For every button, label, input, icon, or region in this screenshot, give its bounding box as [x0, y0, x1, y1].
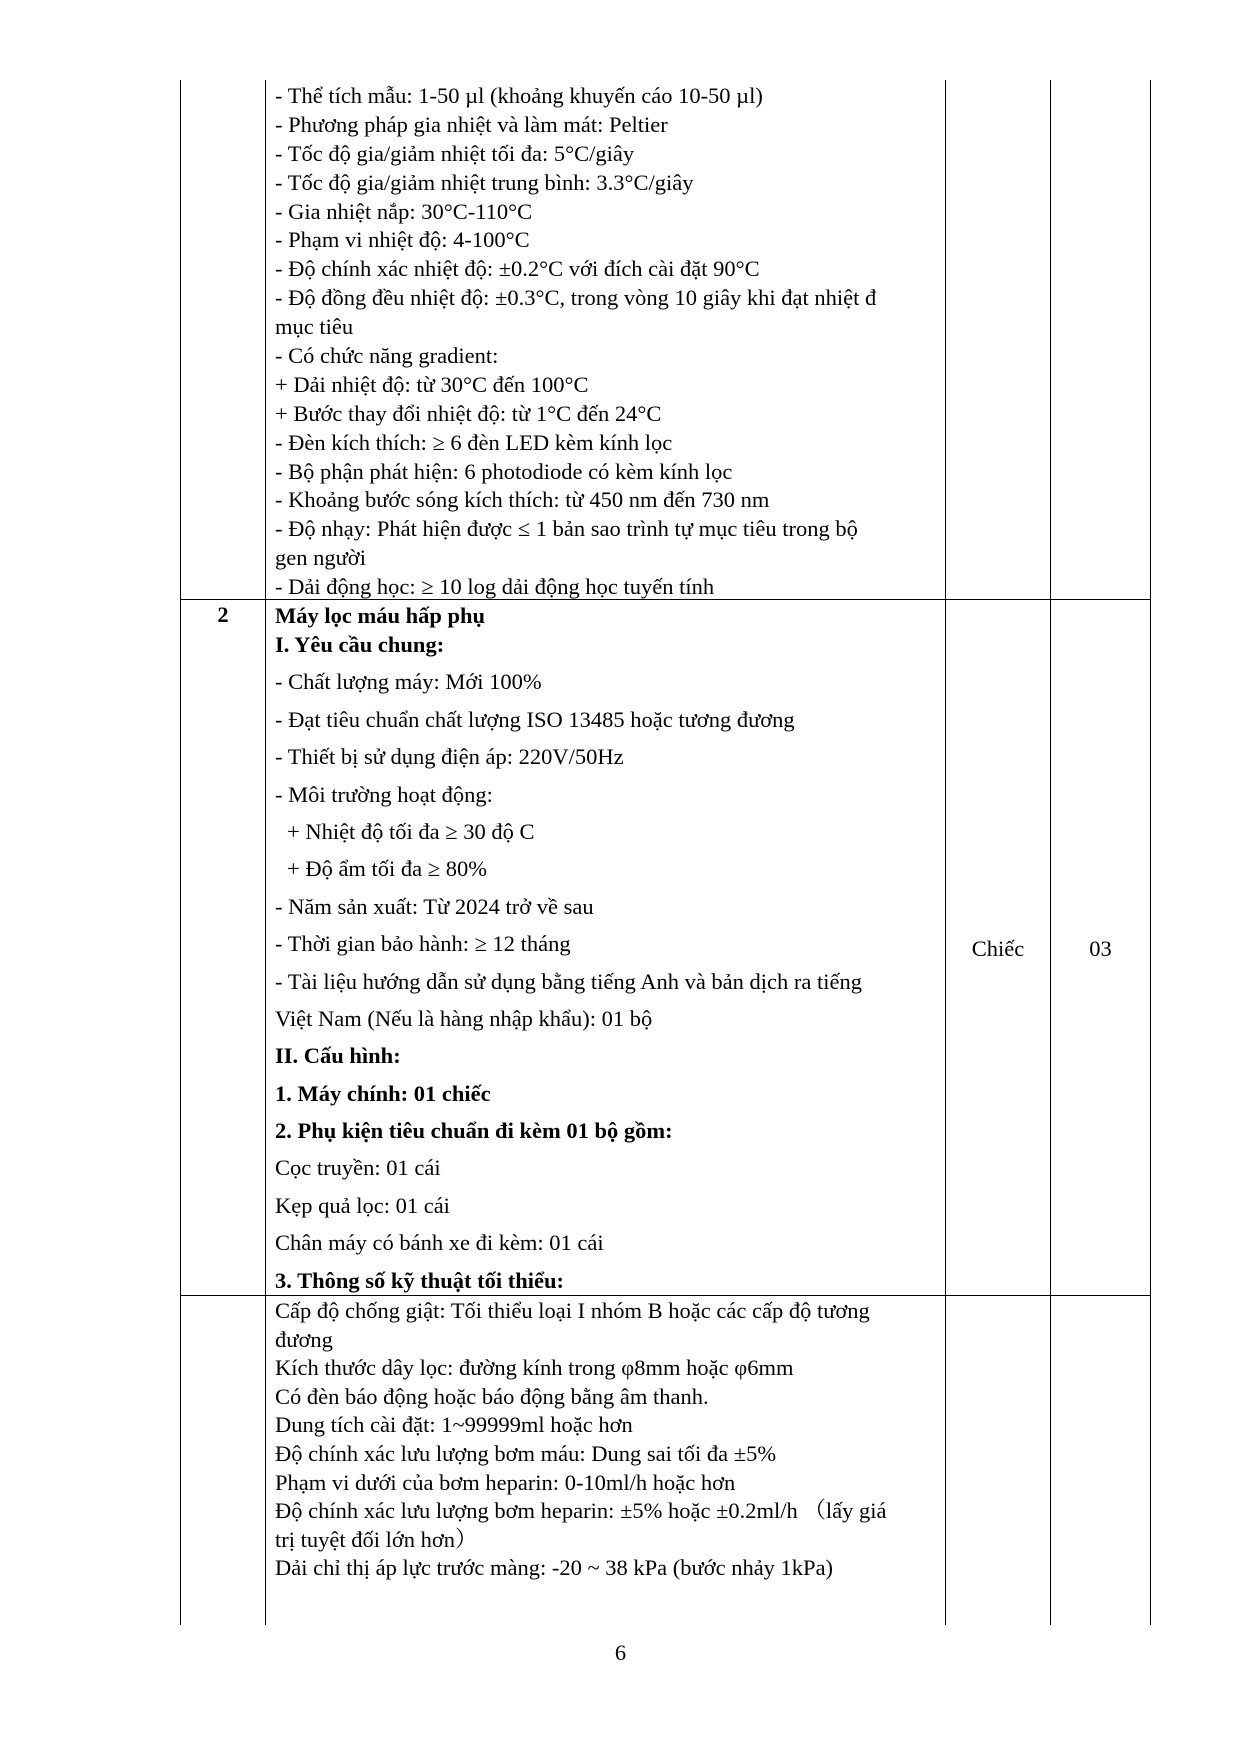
spec-line: - Thể tích mẫu: 1-50 µl (khoảng khuyến cáo 10-50 µl): [275, 83, 763, 108]
spec-line: - Chất lượng máy: Mới 100%: [275, 669, 542, 695]
spec-line: Dải chỉ thị áp lực trước màng: -20 ~ 38 kPa (bước nhảy 1kPa): [275, 1555, 834, 1581]
section-heading: II. Cấu hình:: [275, 1043, 401, 1069]
spec-line: - Gia nhiệt nắp: 30°C-110°C: [275, 198, 533, 224]
table-border-right: [1150, 80, 1151, 1625]
spec-line: Độ chính xác lưu lượng bơm heparin: ±5% hoặc ±0.2ml/h （lấy giá: [275, 1498, 887, 1524]
spec-line: - Độ đồng đều nhiệt độ: ±0.3°C, trong vòng 10 giây khi đạt nhiệt đ: [275, 285, 877, 311]
table-column-divider-number: [265, 80, 266, 1625]
spec-line: Phạm vi dưới của bơm heparin: 0-10ml/h hoặc hơn: [275, 1469, 736, 1495]
table-border-left: [180, 80, 181, 1625]
spec-line: mục tiêu: [275, 314, 354, 340]
spec-line: - Độ nhạy: Phát hiện được ≤ 1 bản sao trình tự mục tiêu trong bộ: [275, 516, 858, 542]
spec-line: - Độ chính xác nhiệt độ: ±0.2°C với đích cài đặt 90°C: [275, 256, 760, 282]
spec-line: - Tốc độ gia/giảm nhiệt tối đa: 5°C/giây: [275, 140, 635, 166]
spec-line: - Có chức năng gradient:: [275, 343, 499, 369]
spec-line: - Năm sản xuất: Từ 2024 trở về sau: [275, 893, 594, 919]
spec-line: Cọc truyền: 01 cái: [275, 1155, 441, 1181]
section-heading: I. Yêu cầu chung:: [275, 632, 445, 657]
spec-line: Kẹp quả lọc: 01 cái: [275, 1192, 450, 1218]
spec-line: - Tài liệu hướng dẫn sử dụng bằng tiếng Anh và bản dịch ra tiếng: [275, 968, 862, 994]
row2-quantity: 03: [1089, 936, 1112, 961]
spec-line: - Môi trường hoạt động:: [275, 781, 493, 807]
spec-line: + Bước thay đổi nhiệt độ: từ 1°C đến 24°C: [275, 400, 662, 426]
spec-line: + Nhiệt độ tối đa ≥ 30 độ C: [287, 818, 535, 844]
spec-line: + Dải nhiệt độ: từ 30°C đến 100°C: [275, 371, 589, 397]
row2-item-number: 2: [217, 602, 229, 627]
spec-line: + Độ ẩm tối đa ≥ 80%: [287, 856, 488, 882]
spec-line: Kích thước dây lọc: đường kính trong φ8mm hoặc φ6mm: [275, 1355, 794, 1381]
spec-line: Có đèn báo động hoặc báo động bằng âm thanh.: [275, 1383, 709, 1409]
spec-line: gen người: [275, 545, 366, 571]
row2-item-title: Máy lọc máu hấp phụ: [275, 603, 486, 628]
spec-line: - Đạt tiêu chuẩn chất lượng ISO 13485 hoặc tương đương: [275, 706, 795, 732]
spec-line: - Dải động học: ≥ 10 log dải động học tuyến tính: [275, 574, 715, 600]
spec-line: Việt Nam (Nếu là hàng nhập khẩu): 01 bộ: [275, 1005, 653, 1031]
spec-line: - Thiết bị sử dụng điện áp: 220V/50Hz: [275, 744, 624, 770]
spec-line: - Đèn kích thích: ≥ 6 đèn LED kèm kính lọc: [275, 429, 673, 455]
spec-line: - Khoảng bước sóng kích thích: từ 450 nm đến 730 nm: [275, 487, 770, 513]
spec-line: Dung tích cài đặt: 1~99999ml hoặc hơn: [275, 1412, 633, 1438]
spec-line: Độ chính xác lưu lượng bơm máu: Dung sai tối đa ±5%: [275, 1440, 777, 1466]
section-heading: 1. Máy chính: 01 chiếc: [275, 1080, 491, 1106]
row2-spec-text: [275, 626, 945, 1299]
spec-line: - Thời gian bảo hành: ≥ 12 tháng: [275, 931, 571, 957]
section-heading: 2. Phụ kiện tiêu chuẩn đi kèm 01 bộ gồm:: [275, 1118, 673, 1144]
spec-line: - Phạm vi nhiệt độ: 4-100°C: [275, 227, 530, 253]
spec-line: - Phương pháp gia nhiệt và làm mát: Peltier: [275, 111, 668, 137]
spec-line: đương: [275, 1326, 333, 1352]
section-heading: 3. Thông số kỹ thuật tối thiểu:: [275, 1267, 565, 1293]
spec-line: trị tuyệt đối lớn hơn）: [275, 1526, 478, 1552]
spec-line: - Bộ phận phát hiện: 6 photodiode có kèm kính lọc: [275, 458, 733, 484]
page-number: 6: [614, 1640, 627, 1665]
table-column-divider-unit: [1050, 80, 1051, 1625]
spec-line: Chân máy có bánh xe đi kèm: 01 cái: [275, 1230, 604, 1256]
row3-spec-text: [275, 1297, 945, 1583]
row1-spec-text: [275, 82, 945, 602]
row2-unit: Chiếc: [971, 936, 1025, 961]
spec-line: - Tốc độ gia/giảm nhiệt trung bình: 3.3°C/giây: [275, 169, 694, 195]
spec-line: Cấp độ chống giật: Tối thiểu loại I nhóm B hoặc các cấp độ tương: [275, 1298, 870, 1323]
table-column-divider-description: [945, 80, 946, 1625]
